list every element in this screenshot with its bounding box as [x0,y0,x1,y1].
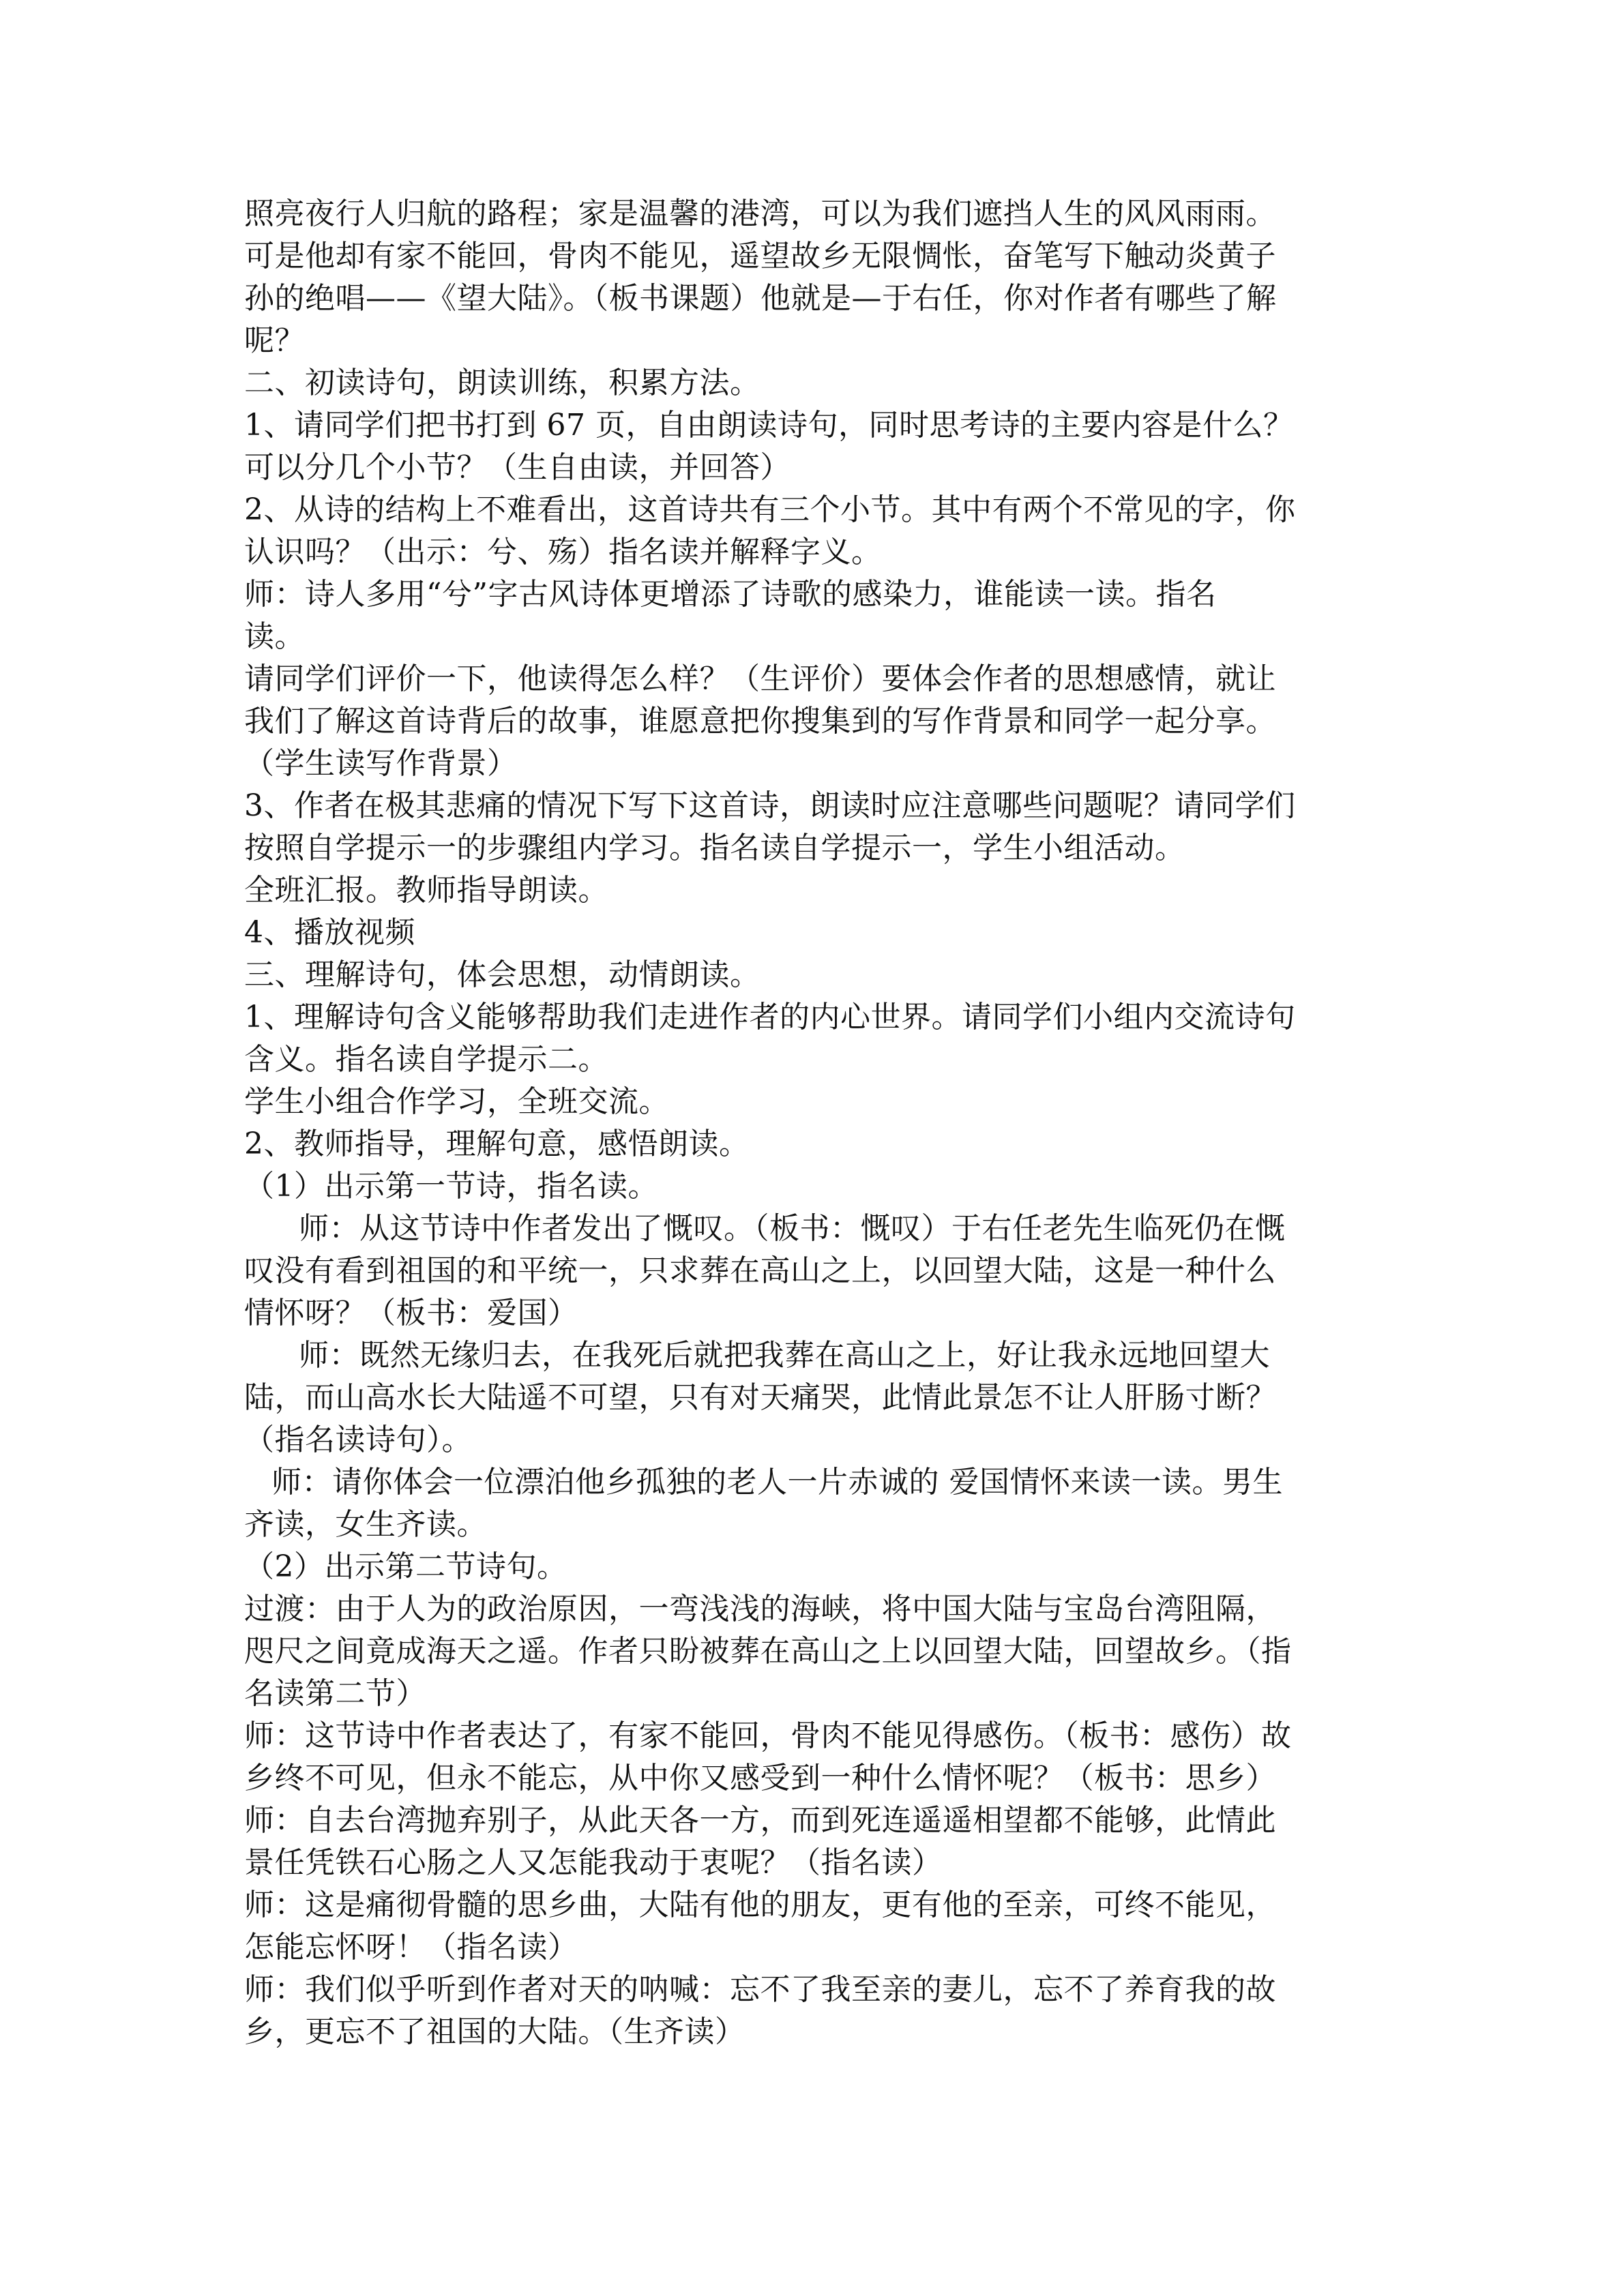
text-line: 师：这节诗中作者表达了，有家不能回，骨肉不能见得感伤。（板书：感伤）故 [244,1718,1292,1753]
text-line: 按照自学提示一的步骤组内学习。指名读自学提示一，学生小组活动。 [244,831,1185,865]
text-line: 含义。指名读自学提示二。 [244,1042,608,1077]
text-line: 学生小组合作学习，全班交流。 [244,1084,669,1119]
text-line: 叹没有看到祖国的和平统一，只求葬在高山之上，以回望大陆，这是一种什么 [244,1253,1276,1288]
text-line: 认识吗？（出示：兮、殇）指名读并解释字义。 [244,535,882,569]
text-line: （1）出示第一节诗，指名读。 [244,1169,658,1204]
text-line: 师：这是痛彻骨髓的思乡曲，大陆有他的朋友，更有他的至亲，可终不能见， [244,1888,1276,1922]
text-line: 4、播放视频 [244,915,415,950]
text-line: 我们了解这首诗背后的故事，谁愿意把你搜集到的写作背景和同学一起分享。 [244,704,1276,739]
text-line: 可是他却有家不能回，骨肉不能见，遥望故乡无限惆怅，奋笔写下触动炎黄子 [244,239,1276,273]
text-line: 怎能忘怀呀！（指名读） [244,1930,578,1965]
document-body [244,193,1387,2053]
text-line: 齐读，女生齐读。 [244,1507,487,1542]
text-line: 师：既然无缘归去，在我死后就把我葬在高山之上，好让我永远地回望大 [299,1338,1270,1373]
text-line: 名读第二节） [244,1676,426,1711]
text-line: （2）出示第二节诗句。 [244,1549,567,1584]
text-line: 过渡：由于人为的政治原因，一弯浅浅的海峡，将中国大陆与宝岛台湾阻隔， [244,1592,1276,1626]
text-line: 呢？ [244,323,305,358]
text-line: 读。 [244,619,305,654]
text-line: 师：从这节诗中作者发出了慨叹。（板书：慨叹）于右任老先生临死仍在慨 [299,1211,1286,1246]
text-line: 情怀呀？（板书：爱国） [244,1296,578,1330]
section-heading: 二、初读诗句，朗读训练，积累方法。 [244,366,761,400]
text-line: 师：请你体会一位漂泊他乡孤独的老人一片赤诚的 爱国情怀来读一读。男生 [271,1465,1283,1500]
text-line: 3、作者在极其悲痛的情况下写下这首诗，朗读时应注意哪些问题呢？请同学们 [244,788,1296,823]
text-line: 乡，更忘不了祖国的大陆。（生齐读） [244,2014,745,2049]
text-line: （学生读写作背景） [244,746,518,781]
text-line: 师：诗人多用“兮”字古风诗体更增添了诗歌的感染力，谁能读一读。指名 [244,577,1217,612]
text-line: 照亮夜行人归航的路程；家是温馨的港湾，可以为我们遮挡人生的风风雨雨。 [244,196,1276,231]
text-line: 咫尺之间竟成海天之遥。作者只盼被葬在高山之上以回望大陆，回望故乡。（指 [244,1634,1292,1669]
text-line: 2、从诗的结构上不难看出，这首诗共有三个小节。其中有两个不常见的字，你 [244,492,1296,527]
text-line: 孙的绝唱——《望大陆》。（板书课题）他就是—于右任，你对作者有哪些了解 [244,281,1277,316]
text-line: 师：我们似乎听到作者对天的呐喊：忘不了我至亲的妻儿，忘不了养育我的故 [244,1972,1276,2007]
text-line: 师：自去台湾抛弃别子，从此天各一方，而到死连遥遥相望都不能够，此情此 [244,1803,1276,1838]
text-line: 2、教师指导，理解句意，感悟朗读。 [244,1127,750,1161]
text-line: （指名读诗句）。 [244,1422,472,1457]
text-line: 请同学们评价一下，他读得怎么样？（生评价）要体会作者的思想感情，就让 [244,661,1276,696]
text-line: 全班汇报。教师指导朗读。 [244,873,608,908]
section-heading: 三、理解诗句，体会思想，动情朗读。 [244,957,761,992]
text-line: 可以分几个小节？（生自由读，并回答） [244,450,791,485]
text-line: 1、理解诗句含义能够帮助我们走进作者的内心世界。请同学们小组内交流诗句 [244,1000,1296,1034]
text-line: 1、请同学们把书打到 67 页，自由朗读诗句，同时思考诗的主要内容是什么？ [244,408,1294,443]
text-line: 景任凭铁石心肠之人又怎能我动于衷呢？（指名读） [244,1845,943,1880]
text-line: 乡终不可见，但永不能忘，从中你又感受到一种什么情怀呢？（板书：思乡） [244,1761,1276,1795]
text-line: 陆，而山高水长大陆遥不可望，只有对天痛哭，此情此景怎不让人肝肠寸断？ [244,1380,1276,1415]
